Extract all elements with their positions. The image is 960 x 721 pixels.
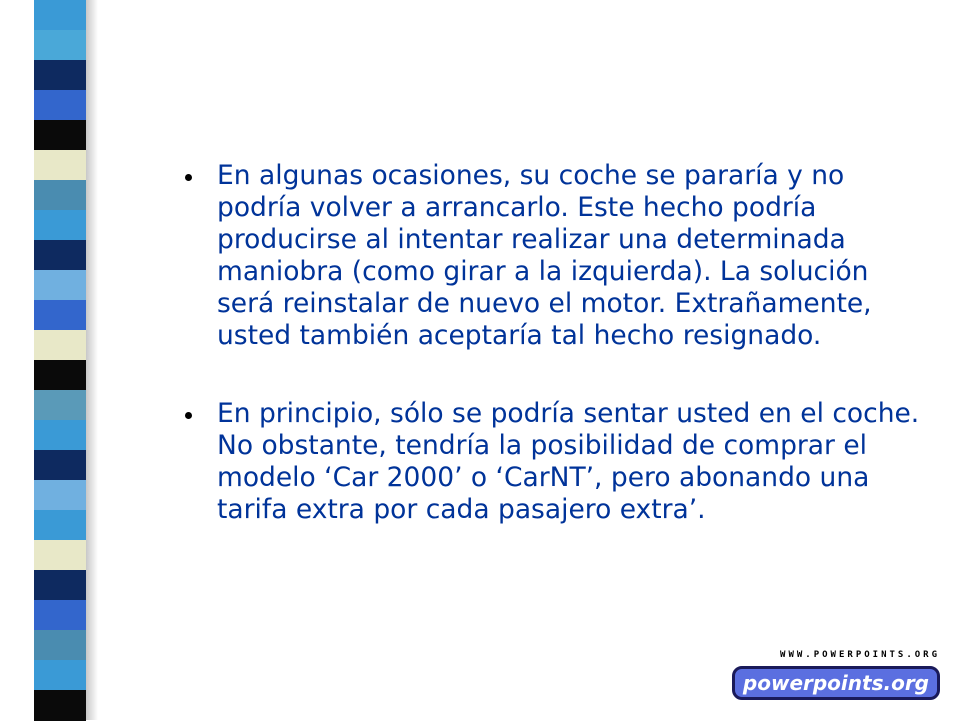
decorative-stripe: [34, 570, 86, 601]
bullet-icon: [185, 174, 192, 181]
decorative-stripe: [34, 690, 86, 721]
decorative-stripe: [34, 300, 86, 331]
bullet-item: [185, 398, 928, 526]
decorative-stripe: [34, 270, 86, 301]
decorative-stripe: [34, 540, 86, 571]
decorative-stripe: [34, 30, 86, 61]
bullet-list: [185, 160, 928, 572]
decorative-stripe: [34, 450, 86, 481]
decorative-stripe: [34, 90, 86, 121]
bullet-text: En algunas ocasiones, su coche se pararía y no podría volver a arrancarlo. Este hecho podría producirse al intentar realizar una determinada maniobra (como girar a la izquierda). La solución será reinstalar de nuevo el motor. Extrañamente, usted también aceptaría tal hecho resignado.: [217, 160, 881, 351]
stripe-shadow: [86, 0, 98, 720]
decorative-stripe: [34, 630, 86, 661]
decorative-stripe: [34, 660, 86, 691]
decorative-stripe: [34, 330, 86, 361]
bullet-item: [185, 160, 925, 352]
bullet-text: En principio, sólo se podría sentar usted en el coche. No obstante, tendría la posibilidad de comprar el modelo ‘Car 2000’ o ‘CarNT’, pero abonando una tarifa extra por cada pasajero extra’.: [217, 398, 928, 525]
decorative-stripe: [34, 0, 86, 31]
logo-brand-text: powerpoints.org: [732, 666, 940, 700]
powerpoints-logo: [742, 650, 940, 710]
decorative-stripe: [34, 60, 86, 91]
decorative-stripe: [34, 180, 86, 211]
decorative-stripe: [34, 600, 86, 631]
decorative-stripe: [34, 120, 86, 151]
logo-url-text: WWW.POWERPOINTS.ORG: [780, 650, 940, 660]
decorative-stripe: [34, 240, 86, 271]
decorative-stripe: [34, 480, 86, 511]
decorative-stripe: [34, 390, 86, 421]
decorative-stripe: [34, 510, 86, 541]
decorative-stripe: [34, 360, 86, 391]
decorative-stripe: [34, 420, 86, 451]
decorative-stripe: [34, 150, 86, 181]
decorative-stripe: [34, 210, 86, 241]
bullet-icon: [185, 412, 192, 419]
